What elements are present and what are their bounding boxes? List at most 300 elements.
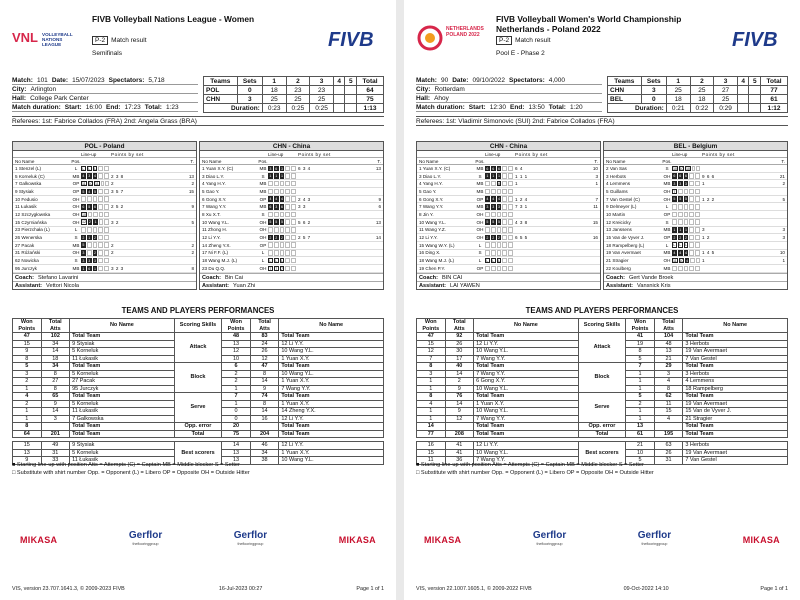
player-name: Total Team: [474, 363, 579, 371]
player-position: MB: [663, 265, 671, 271]
player-row: [604, 211, 787, 219]
gerflor-name: Gerflor: [532, 530, 567, 541]
assistant-label: Assistant:: [15, 282, 43, 289]
set-score: 25: [262, 95, 286, 104]
player-name: 5 Korneluk: [70, 400, 175, 408]
score-header-cell: 1: [666, 77, 690, 86]
lineup-box: L: [679, 243, 682, 248]
lineup-box: [285, 181, 290, 187]
performances-header-cell: Total Atts: [654, 319, 683, 333]
player-position: L: [665, 242, 669, 248]
lineup-box: 1: [497, 174, 500, 179]
mikasa-logo: MIKASA: [424, 535, 462, 545]
performance-cell: Total Team: [683, 430, 788, 438]
lineup-box: [98, 196, 103, 202]
won-points: 4: [13, 393, 42, 401]
player-name: 12 Li Y.Y.: [279, 415, 384, 423]
lineup-box: 5: [497, 220, 500, 225]
assistant-label: Assistant:: [202, 282, 230, 289]
player-name: 9 Stysiak: [70, 340, 175, 348]
player-name: 3 Herbots: [683, 340, 788, 348]
player-lineup: [268, 212, 296, 218]
lineup-box: 1: [492, 174, 495, 179]
lineup-box: [689, 173, 694, 179]
won-points: 41: [626, 333, 655, 341]
player-row: [417, 165, 600, 173]
player-row: [200, 188, 383, 196]
player-name: 27 Pacak: [70, 378, 175, 386]
score-header-cell: Sets: [237, 77, 262, 86]
player-name: 3 Herbots: [683, 370, 788, 378]
lineup-box: [689, 227, 694, 233]
lineup-box: [695, 266, 700, 272]
won-points: 12: [222, 348, 251, 356]
lineup-box: [689, 196, 694, 202]
footer-page: Page 1 of 1: [760, 586, 788, 592]
lineup-box: L: [275, 258, 278, 263]
lineup-box: 10: [88, 181, 93, 186]
lineup-box: [268, 242, 273, 248]
lineup-box: [497, 250, 502, 256]
set-duration: [345, 104, 357, 113]
t-header: T.: [594, 158, 598, 164]
player-row: [13, 234, 196, 242]
total-time-label: Total:: [144, 103, 162, 111]
player-position: OH: [476, 211, 484, 217]
player-name: 12 Li Y.Y.: [419, 235, 438, 241]
performance-row: [417, 333, 788, 341]
player-position: OP: [663, 211, 671, 217]
team-total: 61: [761, 95, 788, 104]
performance-row: [417, 393, 788, 401]
lineup-box: 6: [275, 166, 278, 171]
pos-header: Pos.: [71, 158, 81, 164]
lineup-box: [291, 173, 296, 179]
lineup-box: 4: [269, 197, 272, 202]
lineup-box: 12: [82, 220, 86, 225]
gerflor-tagline: theflooringgroup: [132, 542, 159, 546]
total-attempts: 8: [250, 370, 279, 378]
team-score-row: [204, 86, 384, 95]
sheet-header: [12, 14, 384, 74]
won-points: 10: [222, 355, 251, 363]
lineup-box: [285, 189, 290, 195]
won-points: 15: [13, 442, 42, 450]
player-row: [417, 257, 600, 265]
lineup-box: 3: [269, 166, 272, 171]
player-name: 5 Gao Y.: [419, 188, 437, 194]
performance-row: [13, 393, 384, 401]
player-lineup: [672, 173, 700, 179]
lineup-box: [104, 212, 109, 218]
player-name: 7 Wang Y.Y.: [419, 204, 444, 210]
lineup-box: [291, 250, 296, 256]
match-date: 09/10/2022: [472, 76, 505, 84]
document-code: P-2: [496, 36, 512, 45]
scoring-skill: Attack: [578, 333, 626, 363]
player-name: 7 Galkowska: [70, 415, 175, 423]
gerflor-tagline: theflooringgroup: [536, 542, 563, 546]
lineup-box: [497, 266, 502, 272]
svg-text:FIVB: FIVB: [732, 29, 778, 51]
player-points: 2: [111, 242, 115, 248]
lineup-box: [98, 250, 103, 256]
player-row: [604, 188, 787, 196]
match-info-row: [12, 76, 198, 85]
performance-cell: Total Team: [70, 423, 175, 431]
lineup-box: [485, 250, 490, 256]
player-total: 1: [595, 181, 598, 187]
lineup-box: 3: [280, 166, 283, 171]
team-code: POL: [204, 86, 238, 95]
score-table: [203, 76, 384, 113]
lineup-box: [268, 212, 273, 218]
total-attempts: 40: [445, 363, 474, 371]
set-duration: [749, 104, 761, 113]
player-name: 9 Stysiak: [15, 188, 34, 194]
lineup-box: L: [684, 243, 687, 248]
lineup-box: [104, 258, 109, 264]
player-total: 21: [779, 173, 785, 179]
lineup-box: [672, 212, 677, 218]
lineup-box: [684, 189, 689, 195]
total-attempts: 31: [41, 449, 70, 457]
team-rosters: [416, 141, 788, 290]
player-row: [604, 219, 787, 227]
player-row: [604, 257, 787, 265]
player-name: Total Team: [683, 393, 788, 401]
player-total: 7: [595, 196, 598, 202]
duration-row: [12, 103, 198, 112]
player-position: MB: [72, 242, 80, 248]
city-label: City:: [12, 85, 27, 93]
lineup-box: [93, 242, 98, 248]
lineup-box: [689, 181, 694, 187]
player-position: OP: [663, 235, 671, 241]
roster-column-header: [13, 158, 196, 165]
player-lineup: [485, 242, 513, 248]
event-title-line2: Netherlands - Poland 2022: [496, 24, 601, 34]
lineup-box: 6: [280, 205, 283, 210]
total-attempts: 9: [445, 385, 474, 393]
won-points: 2: [626, 400, 655, 408]
lineup-box: 5: [673, 197, 676, 202]
lineup-box: [508, 266, 513, 272]
performances-table: [416, 318, 788, 465]
total-attempts: 24: [250, 340, 279, 348]
roster-column-header: [604, 158, 787, 165]
match-info: [416, 76, 602, 112]
player-name: 9 Stysiak: [70, 442, 175, 450]
player-position: MB: [663, 227, 671, 233]
legend-line-1: ■ Starting line-up with position Atts = Attempts (C) = Captain MB = Middle blocker S = Setter: [12, 462, 240, 468]
assistant-row: [13, 281, 196, 289]
lineup-box: [285, 166, 290, 172]
lineup-box: [491, 181, 496, 187]
player-position: OH: [72, 211, 80, 217]
player-lineup: [485, 173, 513, 179]
player-name: 5 Korneluk: [70, 370, 175, 378]
player-row: [200, 265, 383, 273]
player-total: 1: [782, 258, 785, 264]
lineup-box: L: [492, 258, 495, 263]
lineup-box: 4: [275, 197, 278, 202]
event-logo-text: NETHERLANDS POLAND 2022: [446, 26, 484, 38]
score-header-cell: Sets: [641, 77, 666, 86]
lineup-box: [268, 181, 273, 187]
player-lineup: [672, 219, 700, 225]
assistant-name: Vettori Nicola: [46, 282, 80, 289]
player-name: 15 Wang W.Y. (L): [419, 242, 455, 248]
end-time: 17:23: [124, 103, 141, 111]
won-points: 1: [626, 408, 655, 416]
player-total: 13: [375, 165, 381, 171]
lineup-box: [485, 242, 490, 248]
player-total: 2: [191, 250, 194, 256]
lineup-box: [689, 266, 694, 272]
performance-row: [13, 333, 384, 341]
performance-cell: 77: [417, 430, 446, 438]
total-attempts: 8: [41, 385, 70, 393]
total-attempts: 9: [41, 400, 70, 408]
player-name: 10 Wang Y.L.: [279, 370, 384, 378]
player-name: 1 Yuan X.Y.: [474, 400, 579, 408]
player-points: 1 2 2: [702, 196, 715, 202]
performances-header: [417, 319, 788, 333]
won-points: 12: [417, 348, 446, 356]
lineup-box: [268, 227, 273, 233]
player-total: 6: [378, 204, 381, 210]
player-name: 17 Ni F.F. (L): [202, 250, 229, 256]
player-name: 4 Lemmens: [683, 378, 788, 386]
player-lineup: [81, 219, 109, 225]
won-points: 3: [13, 370, 42, 378]
lineup-box: [81, 227, 86, 233]
player-row: [604, 180, 787, 188]
best-scorers-label: Best scorers: [578, 442, 626, 465]
match-label: Match:: [12, 76, 33, 84]
total-attempts: 30: [445, 348, 474, 356]
lineup-box: [268, 250, 273, 256]
lineup-box: [689, 204, 694, 210]
total-attempts: 41: [445, 449, 474, 457]
player-name: 10 Wang Y.L.: [474, 385, 579, 393]
total-attempts: 74: [250, 393, 279, 401]
set-score: 25: [310, 95, 334, 104]
performances-header-cell: No Name: [474, 319, 579, 333]
lineup-box: [491, 242, 496, 248]
won-points: 8: [13, 355, 42, 363]
duration-total: 1:13: [357, 104, 384, 113]
lineup-box: [285, 258, 290, 264]
lineup-box: [695, 189, 700, 195]
player-name: 4 Lemmens: [606, 181, 631, 187]
player-lineup: [485, 204, 513, 210]
lineup-box: 1: [93, 266, 96, 271]
player-position: OH: [476, 219, 484, 225]
performances-header-cell: Won Points: [417, 319, 446, 333]
player-name: 8 Jin Y.: [419, 211, 434, 217]
performance-cell: Total: [578, 430, 626, 438]
sponsor-bar: [20, 532, 376, 548]
total-attempts: 17: [445, 355, 474, 363]
score-header-cell: 5: [749, 77, 761, 86]
player-lineup: [268, 242, 296, 248]
document-name: Match result: [515, 37, 551, 44]
competition-phase: Pool E - Phase 2: [496, 50, 545, 57]
player-points: 2 5 2: [111, 204, 124, 210]
sets-won: 0: [641, 95, 666, 104]
city-value: Rotterdam: [434, 85, 465, 93]
player-name: 62 Nowicka: [15, 258, 39, 264]
player-position: MB: [476, 181, 484, 187]
set-score: 18: [262, 86, 286, 95]
player-row: [200, 257, 383, 265]
lineup-box: [285, 173, 290, 179]
lineup-box: [285, 266, 290, 272]
lineup-box: 4: [88, 189, 91, 194]
player-name: 5 Korneluk: [70, 348, 175, 356]
lineup-box: L: [280, 258, 283, 263]
lineup-box: [93, 196, 98, 202]
performances-title: TEAMS AND PLAYERS PERFORMANCES: [525, 306, 679, 315]
player-position: OH: [259, 265, 267, 271]
lineup-box: 5: [492, 220, 495, 225]
lineup-box: [508, 258, 513, 264]
lineup-box: [291, 258, 296, 264]
performance-cell: Total Team: [279, 423, 384, 431]
player-total: 15: [592, 219, 598, 225]
score-header-cell: 5: [345, 77, 357, 86]
team-total: 75: [357, 95, 384, 104]
set-score: 25: [286, 95, 310, 104]
performances-header-cell: Won Points: [13, 319, 42, 333]
player-position: S: [74, 235, 78, 241]
event-title: [92, 14, 254, 24]
lineup-box: 11: [82, 181, 86, 186]
lineup-box: [98, 266, 103, 272]
footer-version: VIS, version 22.1007.1605.1, © 2009-2022 FIVB: [416, 586, 532, 592]
player-name: 1 Stenzel (L): [15, 165, 42, 171]
lineup-box: [491, 212, 496, 218]
spectators-label: Spectators:: [509, 76, 545, 84]
fivb-logo: [732, 26, 788, 52]
duration-set-row: [608, 104, 788, 113]
gerflor-tagline: theflooringgroup: [237, 542, 264, 546]
lineup-box: [485, 227, 490, 233]
lineup-box: 11: [673, 258, 677, 263]
player-name: 10 Martin: [606, 211, 626, 217]
lineup-box: [104, 235, 109, 241]
date-label: Date:: [51, 76, 69, 84]
performance-cell: [654, 423, 683, 431]
lineup-box: [684, 266, 689, 272]
lineup-box: 1: [88, 235, 91, 240]
lineup-box: 3: [684, 181, 687, 186]
sets-won: 3: [237, 95, 262, 104]
lineup-box: 6: [82, 205, 85, 210]
lineup-box: 2: [269, 235, 272, 240]
lineup-box: [695, 219, 700, 225]
lineup-box: [285, 242, 290, 248]
player-name: 15 Van de Vyver J.: [683, 408, 788, 416]
player-row: [604, 265, 787, 273]
player-position: MB: [663, 250, 671, 256]
player-row: [13, 173, 196, 181]
set-score: [345, 86, 357, 95]
player-position: MB: [259, 165, 267, 171]
player-name: 10 Wang Y.L.: [474, 408, 579, 416]
lineup-box: [678, 266, 683, 272]
player-points: 1: [702, 181, 706, 187]
player-name: 4 Yang H.Y.: [202, 181, 226, 187]
total-attempts: 13: [654, 348, 683, 356]
won-points: 2: [13, 400, 42, 408]
total-attempts: 33: [41, 457, 70, 465]
lineup-box: [98, 235, 103, 241]
lineup-box: [502, 235, 507, 241]
player-name: 7 Wang Y.Y.: [474, 355, 579, 363]
total-attempts: 8: [41, 370, 70, 378]
duration-total: 1:12: [761, 104, 788, 113]
score-header-cell: 4: [333, 77, 345, 86]
player-lineup: [81, 266, 109, 272]
won-points: 7: [626, 363, 655, 371]
player-lineup: [268, 266, 296, 272]
lineup-box: [88, 212, 93, 218]
performances-title: TEAMS AND PLAYERS PERFORMANCES: [121, 306, 275, 315]
coach-name: BIN CAI: [441, 274, 463, 281]
set-duration: 0:29: [714, 104, 738, 113]
roster-team-name: POL - Poland: [13, 142, 196, 151]
won-points: 1: [13, 408, 42, 416]
lineup-box: 10: [679, 166, 684, 171]
player-total: 2: [782, 181, 785, 187]
points-by-set-label: Points by set: [515, 151, 548, 157]
lineup-box: 4: [679, 251, 682, 256]
player-lineup: [485, 258, 513, 264]
won-points: 2: [13, 378, 42, 386]
player-position: S: [478, 173, 482, 179]
player-row: [200, 211, 383, 219]
lineup-box: L: [497, 258, 500, 263]
set-score: [345, 95, 357, 104]
legend-line-1: ■ Starting line-up with position Atts = Attempts (C) = Captain MB = Middle blocker S = Setter: [416, 462, 644, 468]
lineup-box: 6: [492, 166, 495, 171]
won-points: 1: [222, 385, 251, 393]
set-duration: [333, 104, 345, 113]
performance-row: [417, 363, 788, 371]
set-score: 18: [690, 95, 714, 104]
t-header: T.: [190, 158, 194, 164]
won-points: 5: [13, 363, 42, 371]
total-attempts: 62: [654, 393, 683, 401]
player-points: 2: [111, 181, 115, 187]
lineup-box: 4: [492, 197, 495, 202]
hall-label: Hall:: [12, 94, 27, 102]
lineup-box: L: [88, 166, 91, 171]
lineup-box: 6: [679, 174, 682, 179]
player-total: 13: [375, 219, 381, 225]
lineup-box: 1: [275, 174, 278, 179]
player-position: S: [74, 258, 78, 264]
no-name-header: No Name: [606, 158, 626, 164]
player-lineup: [81, 242, 109, 248]
lineup-box: 1: [673, 228, 676, 233]
referees: Referees: 1st: Vladimir Simonovic (SUI) 2nd: Fabrice Collados (FRA): [416, 116, 788, 126]
lineup-box: 10: [686, 166, 690, 171]
performance-cell: Total Team: [70, 430, 175, 438]
